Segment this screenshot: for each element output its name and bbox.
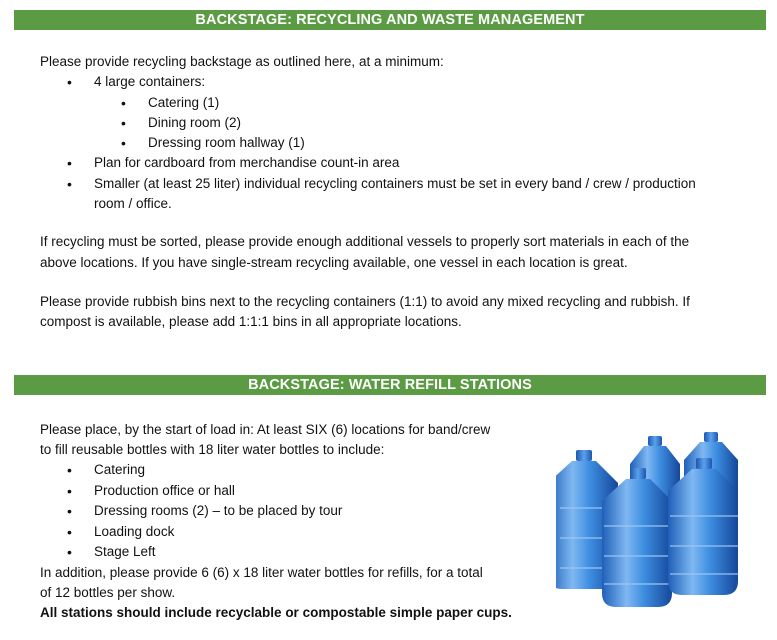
- para-rubbish-line1: Please provide rubbish bins next to the recycling containers (1:1) to avoid any mixed recycling and rubbish. If: [40, 294, 690, 309]
- sub-item-dining-room: • Dining room (2): [148, 113, 241, 133]
- water-item-production: • Production office or hall: [94, 481, 544, 501]
- addition-line1: In addition, please provide 6 (6) x 18 liter water bottles for refills, for a total: [40, 565, 483, 580]
- recycling-intro: Please provide recycling backstage as outlined here, at a minimum:: [40, 54, 444, 69]
- water-item-catering: • Catering: [94, 460, 544, 480]
- list-item-large-containers: • 4 large containers:: [94, 72, 766, 92]
- sub-item-catering: • Catering (1): [148, 93, 219, 113]
- para-sorted-line2: above locations. If you have single-stream recycling available, one vessel in each location is great.: [40, 255, 628, 270]
- addition-line2: of 12 bottles per show.: [40, 585, 176, 600]
- list-item-smaller-containers-cont: room / office.: [94, 196, 172, 211]
- water-item-loading-dock: • Loading dock: [94, 522, 544, 542]
- list-item-smaller-containers: • Smaller (at least 25 liter) individual recycling containers must be set in every band / crew / production: [94, 174, 766, 194]
- para-sorted-line1: If recycling must be sorted, please provide enough additional vessels to properly sort materials in each of the: [40, 234, 690, 249]
- paper-cups-note: All stations should include recyclable or compostable simple paper cups.: [40, 605, 512, 620]
- section-heading-recycling: BACKSTAGE: RECYCLING AND WASTE MANAGEMENT: [14, 10, 766, 30]
- para-rubbish-line2: compost is available, please add 1:1:1 bins in all appropriate locations.: [40, 314, 462, 329]
- water-intro-line1: Please place, by the start of load in: At least SIX (6) locations for band/crew: [40, 422, 491, 437]
- water-item-stage-left: • Stage Left: [94, 542, 544, 562]
- sub-item-dressing-hallway: • Dressing room hallway (1): [148, 133, 305, 153]
- water-jugs-image: [556, 428, 756, 610]
- list-item-cardboard: • Plan for cardboard from merchandise count-in area: [94, 153, 766, 173]
- water-intro-line2: to fill reusable bottles with 18 liter water bottles to include:: [40, 442, 385, 457]
- section-heading-water: BACKSTAGE: WATER REFILL STATIONS: [14, 375, 766, 395]
- water-item-dressing: • Dressing rooms (2) – to be placed by tour: [94, 501, 544, 521]
